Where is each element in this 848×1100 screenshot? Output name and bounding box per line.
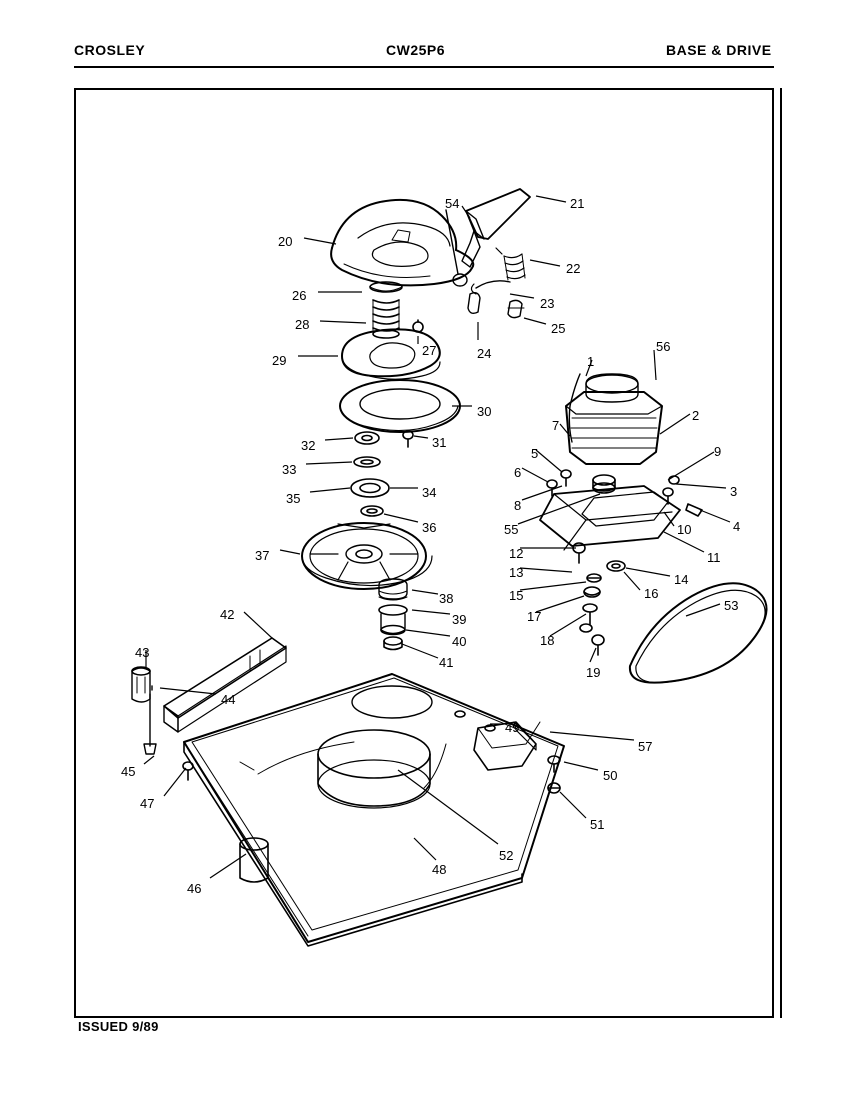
callout-number: 39: [452, 612, 467, 627]
brand-name: CROSLEY: [74, 42, 146, 58]
callout-number: 16: [644, 586, 659, 601]
callout-number: 55: [504, 522, 519, 537]
callout-number: 29: [272, 353, 287, 368]
callout-number: 35: [286, 491, 301, 506]
diagram-frame-edge: [780, 88, 782, 1018]
issued-date: ISSUED 9/89: [78, 1019, 159, 1034]
callout-number: 47: [140, 796, 155, 811]
callout-number: 13: [509, 565, 524, 580]
callout-number: 26: [292, 288, 307, 303]
callout-number: 56: [656, 339, 671, 354]
callout-number: 23: [540, 296, 555, 311]
callout-number: 34: [422, 485, 437, 500]
callout-number: 1: [587, 354, 595, 369]
callout-number: 51: [590, 817, 605, 832]
callout-number: 37: [255, 548, 270, 563]
callout-number: 21: [570, 196, 585, 211]
callout-number: 27: [422, 343, 437, 358]
callout-number: 50: [603, 768, 618, 783]
callout-number: 11: [707, 550, 721, 565]
callout-number: 3: [730, 484, 738, 499]
callout-number: 25: [551, 321, 566, 336]
model-number: CW25P6: [386, 42, 446, 58]
callout-number: 33: [282, 462, 297, 477]
callout-number: 2: [692, 408, 700, 423]
callout-number: 46: [187, 881, 202, 896]
header-divider: [74, 66, 774, 68]
callout-number: 32: [301, 438, 316, 453]
callout-number: 38: [439, 591, 454, 606]
callout-number: 14: [674, 572, 689, 587]
callout-number: 8: [514, 498, 522, 513]
callout-number: 6: [514, 465, 522, 480]
callout-number: 19: [586, 665, 601, 680]
callout-number: 52: [499, 848, 514, 863]
callout-number: 10: [677, 522, 692, 537]
diagram-artwork: [74, 88, 774, 1018]
callout-number: 31: [432, 435, 447, 450]
callout-number: 42: [220, 607, 235, 622]
section-title: BASE & DRIVE: [666, 42, 772, 58]
callout-number: 28: [295, 317, 310, 332]
page-header: [74, 42, 774, 66]
callout-number: 43: [135, 645, 150, 660]
callout-number: 4: [733, 519, 741, 534]
callout-number: 15: [509, 588, 524, 603]
callout-number: 20: [278, 234, 293, 249]
callout-number: 54: [445, 196, 460, 211]
callout-number: 22: [566, 261, 581, 276]
callout-number: 17: [527, 609, 542, 624]
callout-number: 44: [221, 692, 236, 707]
callout-number: 48: [432, 862, 447, 877]
callout-number: 7: [552, 418, 560, 433]
callout-number: 30: [477, 404, 492, 419]
callout-number: 36: [422, 520, 437, 535]
callout-number: 9: [714, 444, 722, 459]
callout-number: 24: [477, 346, 492, 361]
callout-number: 45: [121, 764, 136, 779]
callout-number: 57: [638, 739, 653, 754]
callout-number: 49: [505, 720, 520, 735]
footer-divider: [74, 1016, 774, 1018]
callout-number: 40: [452, 634, 467, 649]
exploded-parts-diagram: [74, 88, 774, 1018]
callout-number: 41: [439, 655, 454, 670]
callout-number: 5: [531, 446, 539, 461]
callout-number: 53: [724, 598, 739, 613]
callout-number: 18: [540, 633, 555, 648]
callout-number: 12: [509, 546, 524, 561]
